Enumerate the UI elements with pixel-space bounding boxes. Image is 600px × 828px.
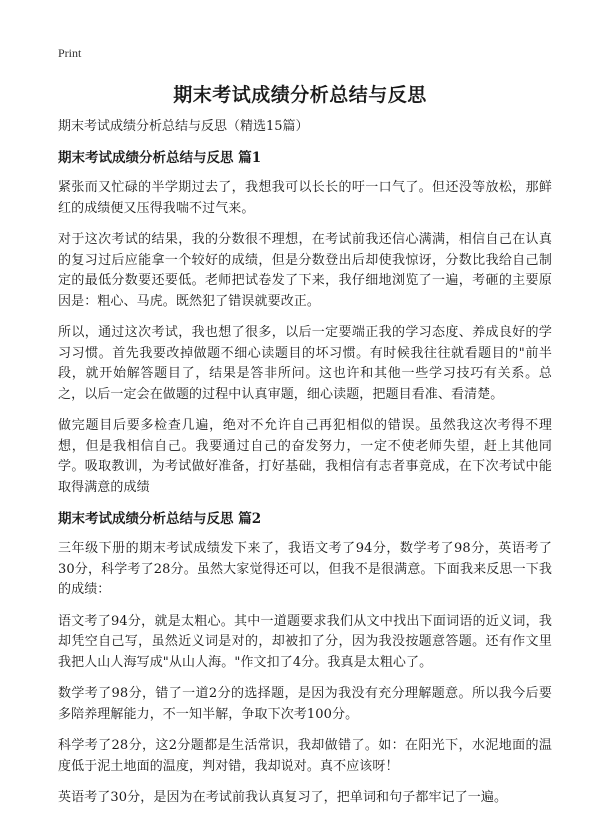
section-2 [58, 509, 552, 809]
paragraph: 所以，通过这次考试，我也想了很多，以后一定要端正我的学习态度、养成良好的学习习惯。首先我要改掉做题不细心读题目的坏习惯。有时候我往往就看题目的"前半段，就开始解答题目了，结果是答非所问。这也许和其他一些学习技巧有关系。总之，以后一定会在做题的过程中认真审题，细心读题，把题目看准、看清楚。 [58, 325, 552, 402]
paragraph: 数学考了98分，错了一道2分的选择题，是因为我没有充分理解题意。所以我今后要多陪养理解能力，不一知半解，争取下次考100分。 [58, 686, 552, 722]
paragraph: 对于这次考试的结果，我的分数很不理想，在考试前我还信心满满，相信自己在认真的复习过后应能拿一个较好的成绩，但是分数登出后却使我惊讶，分数比我给自己制定的最低分数要还要低。老师把试卷发了下来，我仔细地浏览了一遍，考砸的主要原因是：粗心、马虎。既然犯了错误就要改正。 [58, 232, 552, 309]
paragraph: 三年级下册的期末考试成绩发下来了，我语文考了94分，数学考了98分，英语考了30分，科学考了28分。虽然大家觉得还可以，但我不是很满意。下面我来反思一下我的成绩： [58, 541, 552, 597]
section-heading: 期末考试成绩分析总结与反思 篇2 [58, 511, 262, 527]
section-heading: 期末考试成绩分析总结与反思 篇1 [58, 150, 262, 166]
paragraph: 英语考了30分，是因为在考试前我认真复习了，把单词和句子都牢记了一遍。 [58, 790, 508, 805]
paragraph: 科学考了28分，这2分题都是生活常识，我却做错了。如：在阳光下，水泥地面的温度低于泥土地面的温度，判对错，我却说对。真不应该呀！ [58, 738, 552, 774]
paragraph: 紧张而又忙碌的半学期过去了，我想我可以长长的吁一口气了。但还没等放松，那鲜红的成绩便又压得我喘不过气来。 [58, 180, 552, 216]
paragraph: 语文考了94分，就是太粗心。其中一道题要求我们从文中找出下面词语的近义词，我却凭空自己写，虽然近义词是对的，却被扣了分，因为我没按题意答题。还有作文里我把人山人海写成"从山人海。"作文扣了4分。我真是太粗心了。 [58, 613, 552, 670]
document-subtitle: 期末考试成绩分析总结与反思（精选15篇） [58, 119, 309, 134]
document-body [58, 118, 552, 820]
section-1 [58, 148, 552, 498]
paragraph: 做完题目后要多检查几遍，绝对不允许自己再犯相似的错误。虽然我这次考得不理想，但是我相信自己。我要通过自己的奋发努力，一定不使老师失望，赶上其他同学。吸取教训，为考试做好准备，打好基础，我相信有志者事竟成，在下次考试中能取得满意的成绩 [58, 418, 552, 495]
document-title: 期末考试成绩分析总结与反思 [173, 84, 427, 106]
print-link[interactable]: Print [58, 46, 82, 60]
